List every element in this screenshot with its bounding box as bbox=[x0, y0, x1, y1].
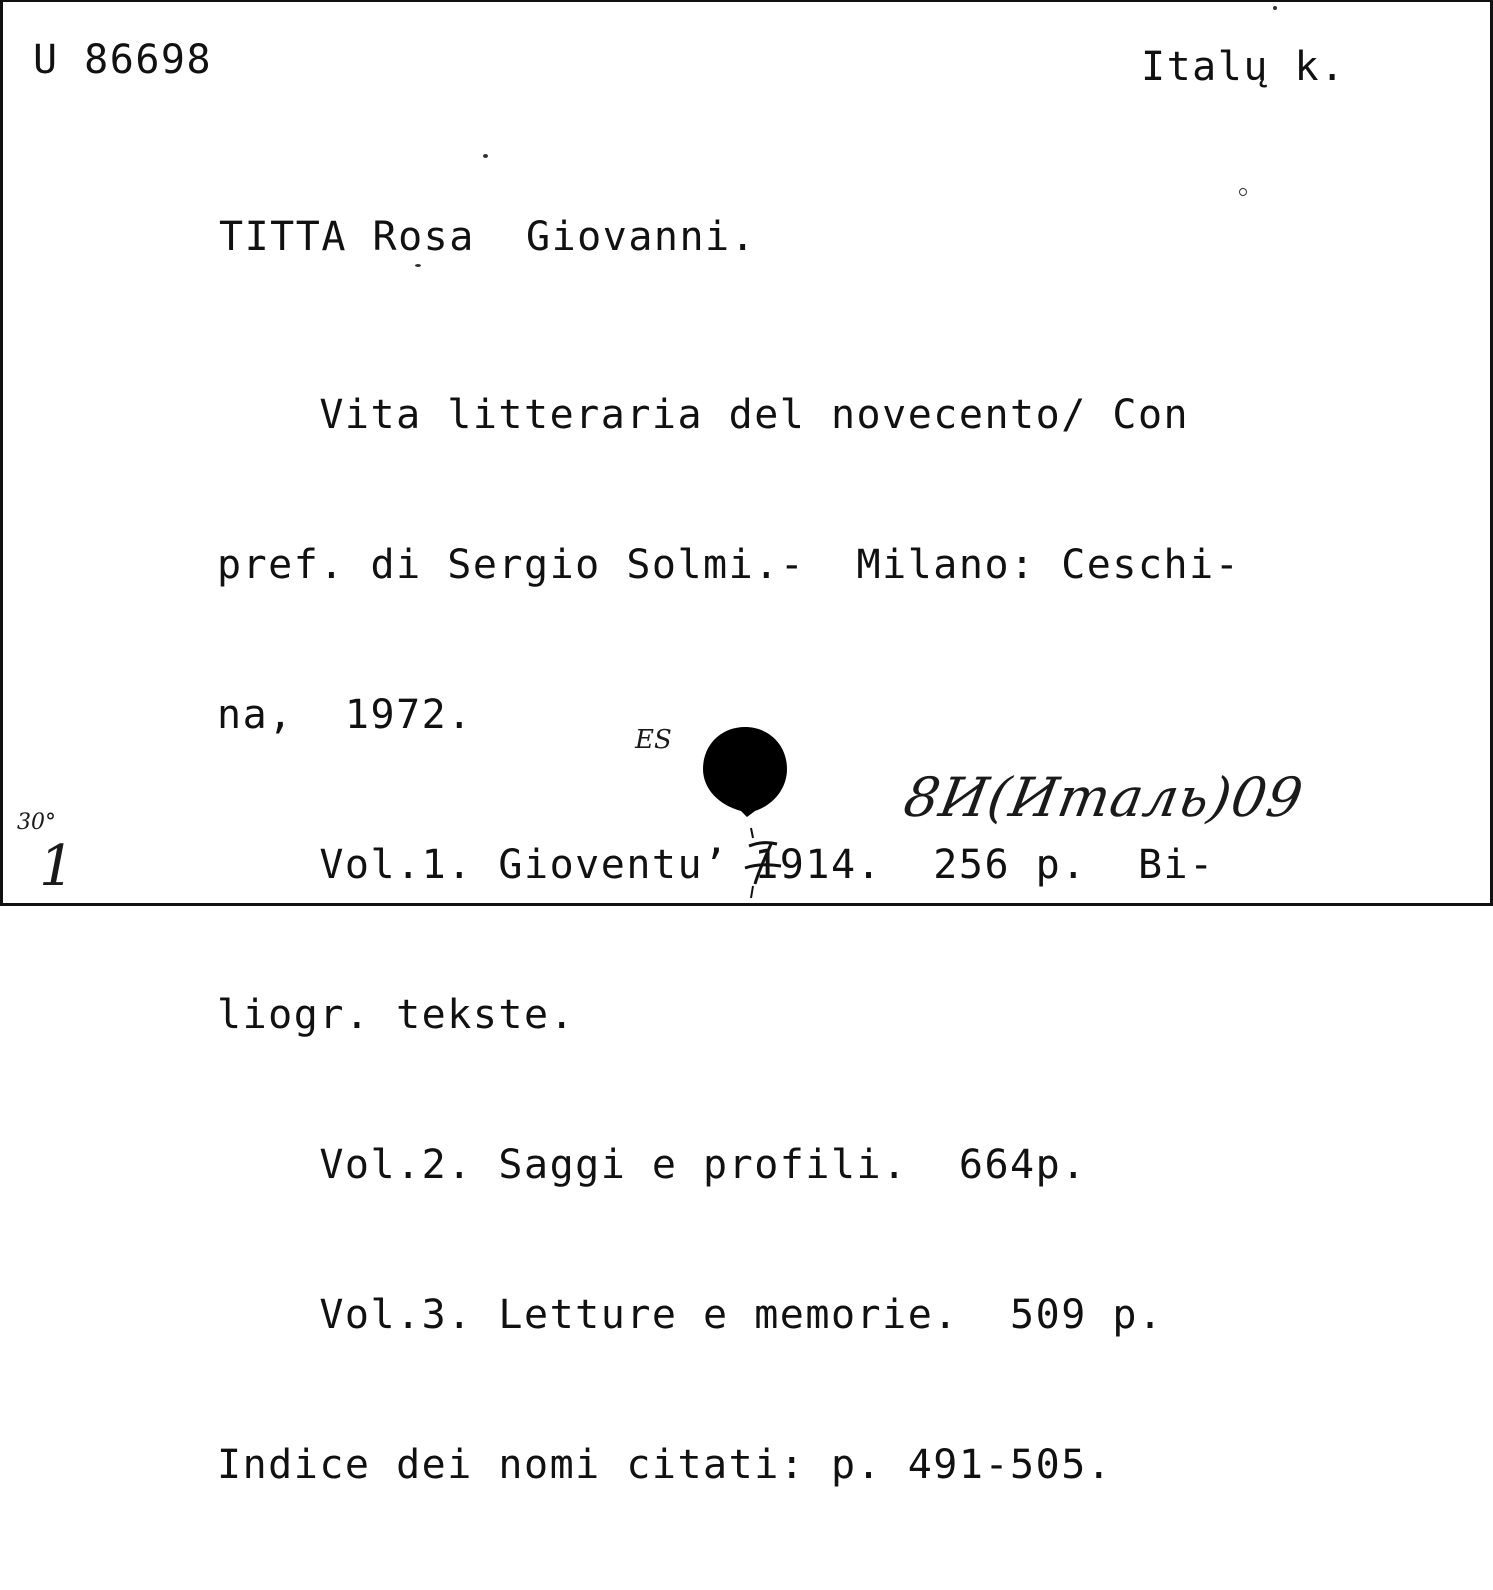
description-line: Vol.3. Letture e memorie. 509 p. bbox=[217, 1292, 1164, 1338]
collection-label: Italų k. bbox=[1141, 44, 1346, 90]
bibliographic-description bbox=[217, 290, 1240, 1590]
description-line: Vol.2. Saggi e profili. 664p. bbox=[217, 1142, 1087, 1188]
handwritten-side-note: 30° bbox=[17, 810, 56, 835]
speck bbox=[415, 264, 421, 267]
description-line: Vita litteraria del novecento/ Con bbox=[217, 392, 1190, 438]
description-line: pref. di Sergio Solmi.- Milano: Ceschi- bbox=[217, 542, 1241, 588]
description-line: na, 1972. bbox=[217, 692, 473, 738]
handwritten-small-note: ЕЅ bbox=[635, 725, 672, 755]
description-line: liogr. tekste. bbox=[217, 992, 576, 1038]
speck bbox=[1273, 6, 1277, 10]
handwritten-classification: 8И(Италь)09 bbox=[899, 766, 1309, 829]
handwritten-side-number: 1 bbox=[39, 834, 75, 899]
description-line: Vol.1. Gioventu’ 1914. 256 p. Bi- bbox=[217, 842, 1215, 888]
author-heading: TITTA Rosa Giovanni. bbox=[219, 214, 757, 260]
description-line: Indice dei nomi citati: p. 491-505. bbox=[217, 1442, 1113, 1488]
punch-hole-icon bbox=[703, 725, 787, 817]
call-number: U 86698 bbox=[33, 37, 213, 83]
speck bbox=[483, 154, 488, 158]
speck bbox=[1239, 188, 1247, 196]
ink-mark-icon bbox=[741, 824, 783, 900]
